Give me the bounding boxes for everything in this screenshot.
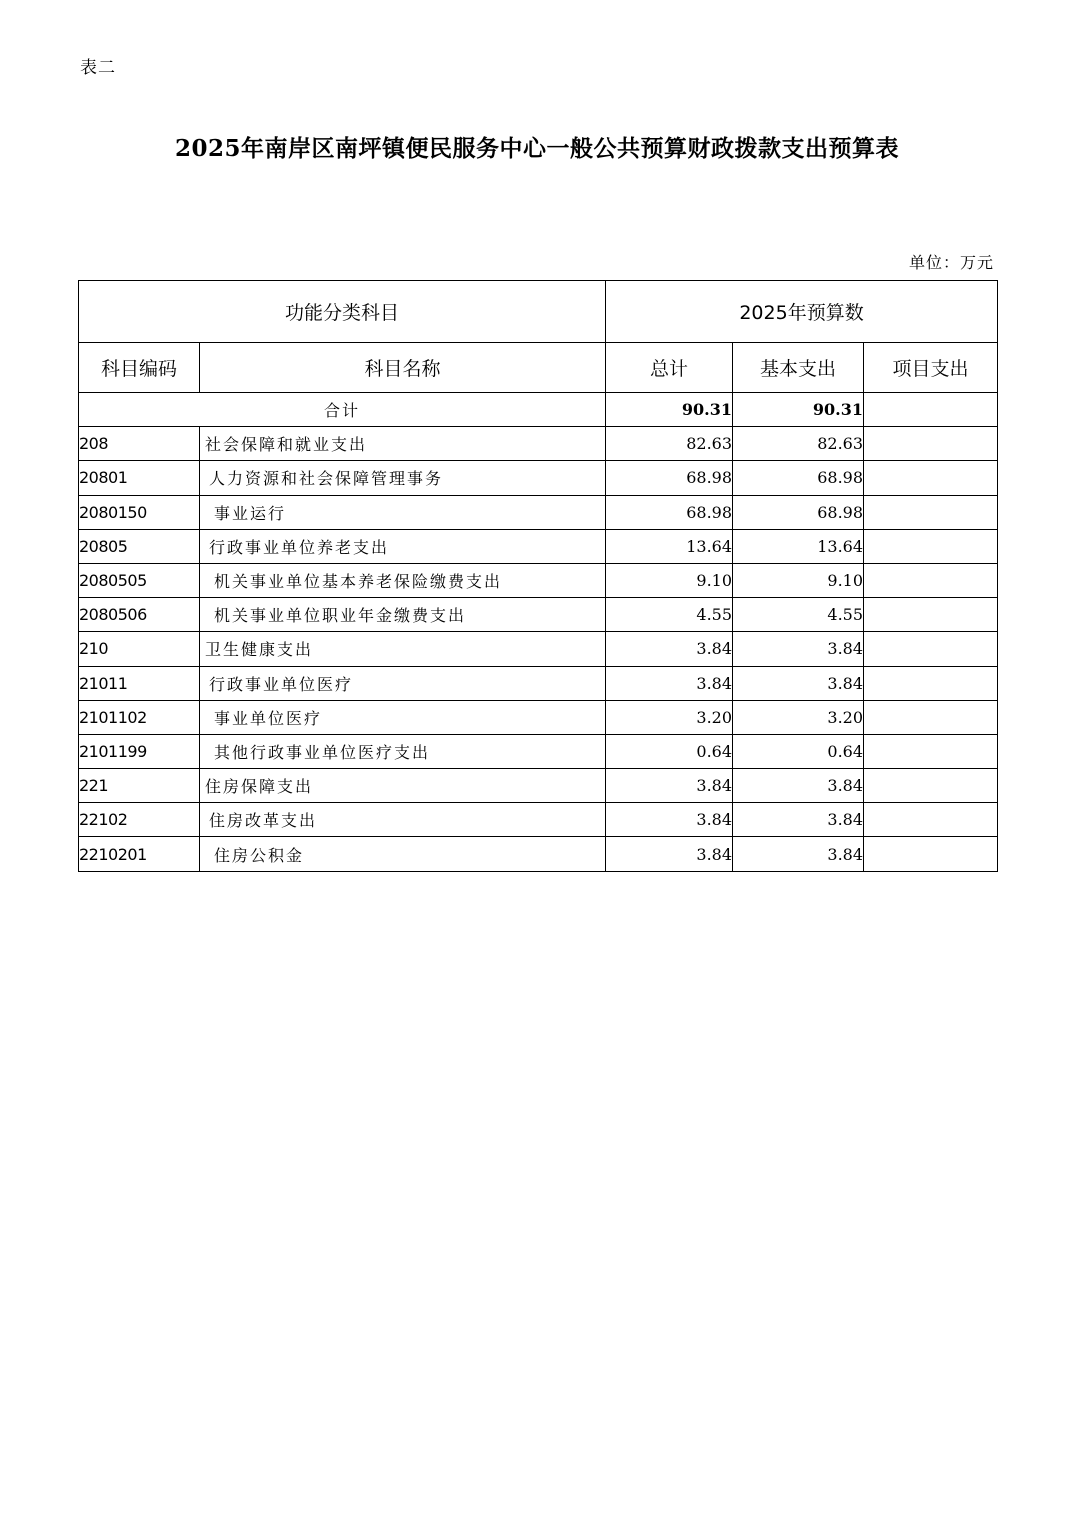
row-project: [864, 461, 998, 495]
row-basic: 3.84: [733, 803, 864, 837]
table-row: [79, 529, 998, 563]
row-code: 20801: [79, 461, 200, 495]
row-name: 卫生健康支出: [200, 632, 606, 666]
row-project: [864, 803, 998, 837]
row-basic: 3.84: [733, 632, 864, 666]
header-function-category: 功能分类科目: [79, 281, 606, 343]
table-row: [79, 563, 998, 597]
column-header-code: 科目编码: [79, 343, 200, 393]
row-name: 事业运行: [200, 495, 606, 529]
table-body: [79, 393, 998, 872]
table-row: [79, 461, 998, 495]
row-basic: 3.20: [733, 700, 864, 734]
row-code: 208: [79, 427, 200, 461]
table-row: [79, 632, 998, 666]
row-total: 82.63: [606, 427, 733, 461]
table-row: [79, 837, 998, 871]
total-row: [79, 393, 998, 427]
row-basic: 68.98: [733, 495, 864, 529]
row-code: 22102: [79, 803, 200, 837]
table-row: [79, 769, 998, 803]
total-label: 合计: [79, 393, 606, 427]
budget-table: [78, 280, 998, 872]
row-total: 68.98: [606, 495, 733, 529]
row-name: 事业单位医疗: [200, 700, 606, 734]
total-basic: 90.31: [733, 393, 864, 427]
row-total: 3.20: [606, 700, 733, 734]
header-budget-year: 2025年预算数: [606, 281, 998, 343]
row-total: 13.64: [606, 529, 733, 563]
row-basic: 3.84: [733, 769, 864, 803]
row-basic: 0.64: [733, 734, 864, 768]
row-total: 0.64: [606, 734, 733, 768]
document-label: 表二: [80, 58, 116, 78]
row-basic: 82.63: [733, 427, 864, 461]
table-row: [79, 666, 998, 700]
row-total: 9.10: [606, 563, 733, 597]
row-code: 2080506: [79, 598, 200, 632]
row-project: [864, 495, 998, 529]
row-basic: 3.84: [733, 666, 864, 700]
row-project: [864, 427, 998, 461]
row-project: [864, 632, 998, 666]
row-basic: 4.55: [733, 598, 864, 632]
table-row: [79, 427, 998, 461]
total-project: [864, 393, 998, 427]
row-total: 3.84: [606, 666, 733, 700]
page-title: 2025年南岸区南坪镇便民服务中心一般公共预算财政拨款支出预算表: [174, 135, 899, 162]
row-name: 行政事业单位养老支出: [200, 529, 606, 563]
row-total: 3.84: [606, 837, 733, 871]
row-code: 221: [79, 769, 200, 803]
row-name: 住房改革支出: [200, 803, 606, 837]
row-name: 人力资源和社会保障管理事务: [200, 461, 606, 495]
unit-note: 单位：万元: [908, 253, 994, 272]
row-basic: 68.98: [733, 461, 864, 495]
row-name: 行政事业单位医疗: [200, 666, 606, 700]
column-header-project: 项目支出: [864, 343, 998, 393]
table-row: [79, 598, 998, 632]
row-total: 3.84: [606, 769, 733, 803]
row-total: 3.84: [606, 803, 733, 837]
row-project: [864, 837, 998, 871]
table-row: [79, 734, 998, 768]
total-total: 90.31: [606, 393, 733, 427]
row-project: [864, 769, 998, 803]
row-name: 机关事业单位职业年金缴费支出: [200, 598, 606, 632]
row-basic: 13.64: [733, 529, 864, 563]
row-code: 2210201: [79, 837, 200, 871]
row-basic: 9.10: [733, 563, 864, 597]
row-total: 3.84: [606, 632, 733, 666]
row-project: [864, 598, 998, 632]
row-code: 2101102: [79, 700, 200, 734]
table-row: [79, 803, 998, 837]
row-total: 4.55: [606, 598, 733, 632]
table-row: [79, 495, 998, 529]
row-basic: 3.84: [733, 837, 864, 871]
row-name: 其他行政事业单位医疗支出: [200, 734, 606, 768]
row-project: [864, 734, 998, 768]
row-code: 2101199: [79, 734, 200, 768]
column-header-total: 总计: [606, 343, 733, 393]
row-project: [864, 563, 998, 597]
row-name: 社会保障和就业支出: [200, 427, 606, 461]
table-row: [79, 700, 998, 734]
row-code: 20805: [79, 529, 200, 563]
row-project: [864, 529, 998, 563]
column-header-name: 科目名称: [200, 343, 606, 393]
row-name: 住房公积金: [200, 837, 606, 871]
column-header-basic: 基本支出: [733, 343, 864, 393]
row-code: 21011: [79, 666, 200, 700]
row-code: 2080150: [79, 495, 200, 529]
row-total: 68.98: [606, 461, 733, 495]
row-project: [864, 666, 998, 700]
row-code: 210: [79, 632, 200, 666]
row-name: 机关事业单位基本养老保险缴费支出: [200, 563, 606, 597]
row-name: 住房保障支出: [200, 769, 606, 803]
row-project: [864, 700, 998, 734]
row-code: 2080505: [79, 563, 200, 597]
